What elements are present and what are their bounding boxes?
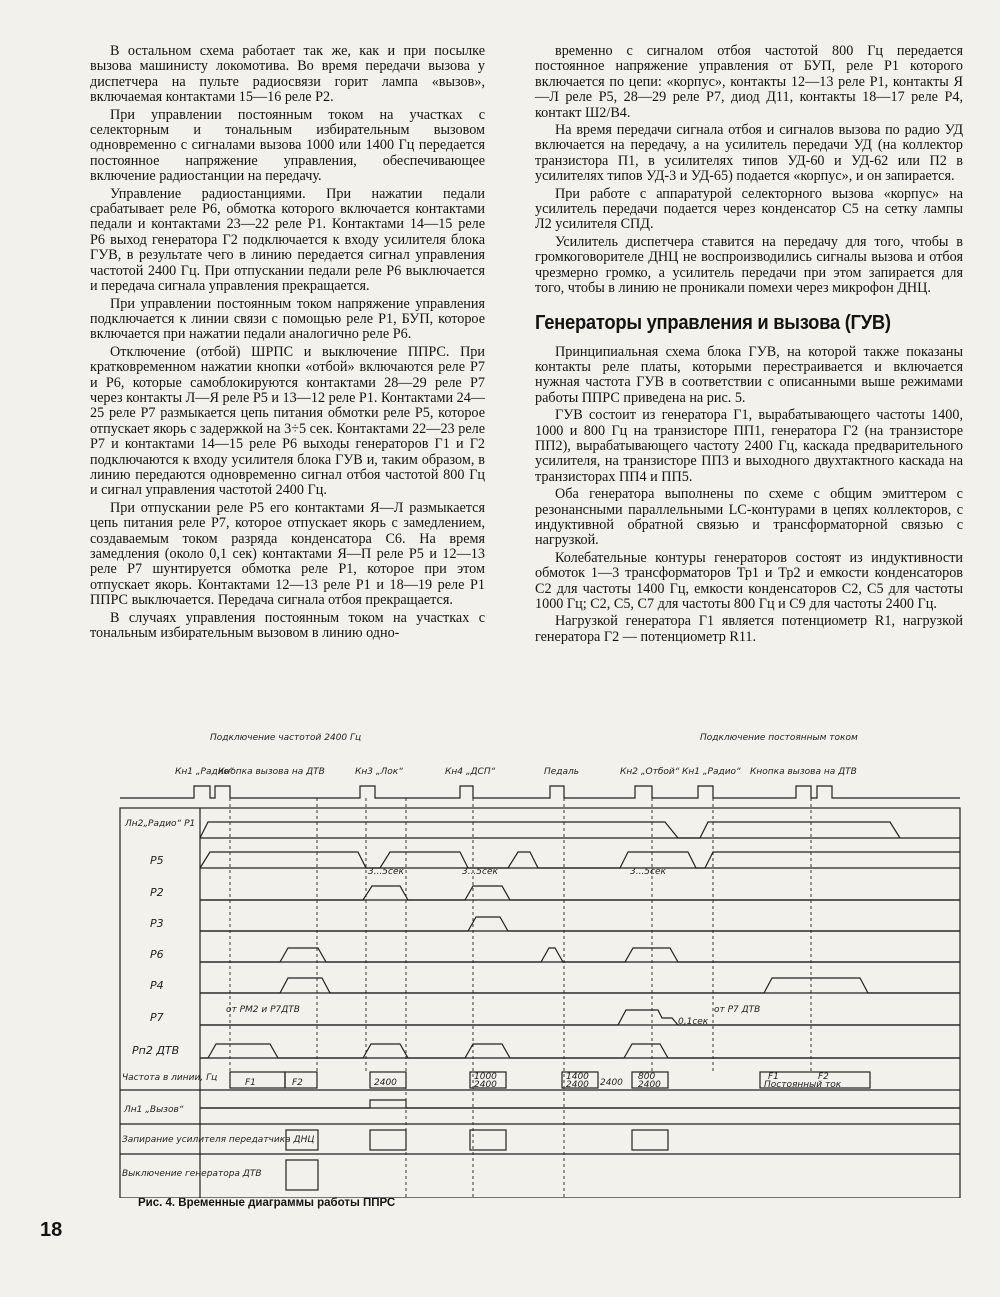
annotation-connect-2400: Подключение частотой 2400 Гц (210, 733, 362, 743)
left-column (90, 44, 485, 643)
paragraph: В остальном схема работает так же, как и при посылке вызова машинисту локомотива. Во время передачи вызова у диспетчера на пульте радиосвязи горит лампа «вызов», включаемая контактами 15—16 реле Р2. (90, 43, 485, 106)
paragraph: ГУВ состоит из генератора Г1, вырабатывающего частоты 1400, 1000 и 800 Гц на транзисторе ПП1, генератора Г2 (на транзисторе ПП2), вырабатывающего частоту 2400 Гц, каскада предварительного усилителя, на транзисторе ПП3 и выходного двухтактного каскада на транзисторах ПП4 и ПП5. (535, 407, 963, 485)
paragraph: При отпускании реле Р5 его контактами Я—Л размыкается цепь питания реле Р7, которое отпускает якорь с замедлением, создаваемым током разряда конденсатора С6. На время замедления (около 0,1 сек) контактами Я—П реле Р5 и 12—13 реле Р7 шунтируется обмотка реле Р1, которое при этом отпускает якорь. Контактами 12—13 реле Р1 и 18—19 реле Р1 ППРС выключается. Передача сигнала отбоя прекращается. (90, 499, 485, 609)
freq-label: 1000 (474, 1072, 497, 1082)
freq-label: F2 (292, 1078, 303, 1088)
row-label-p5: Р5 (150, 854, 164, 867)
paragraph: Управление радиостанциями. При нажатии педали срабатывает реле Р6, обмотка которого включается контактами педали и контактами 23—22 реле Р1. Контактами 14—15 реле Р6 выход генератора Г2 подключается к входу усилителя блока ГУВ, в результате чего в линию передается сигнал управления частотой 2400 Гц. При отпускании педали реле Р6 выключается и передача сигнала управления прекращается. (90, 185, 485, 295)
freq-label: 2400 (600, 1078, 623, 1088)
paragraph: На время передачи сигнала отбоя и сигналов вызова по радио УД включается на передачу, а на усилитель передачи УД (на коллектор транзистора П1, в усилителях типов УД-60 и УД-62 или П2 в усилителях типов УД-3 и УД-65) подается «корпус», и он запирается. (535, 122, 963, 185)
freq-label: F1 (245, 1078, 256, 1088)
row-label-p2: Р2 (150, 886, 164, 899)
button-label-otboy: Кн2 „Отбой“ (620, 767, 680, 777)
row-label-freq: Частота в линии, Гц (122, 1073, 218, 1083)
row-label-ln1: Лн1 „Вызов“ (124, 1105, 184, 1115)
freq-label: 1400 (566, 1072, 589, 1082)
paragraph: Принципиальная схема блока ГУВ, на которой также показаны контакты реле платы, которыми перестраивается и включается нужная частота ГУВ в соответствии с описанными выше режимами работы ППРС приведена на рис. 5. (535, 343, 963, 406)
annotation-delay-2: 3...5сек (462, 867, 498, 877)
button-label-radio-1: Кн1 „Радио“ (175, 767, 234, 777)
row-label-p4: Р4 (150, 979, 164, 992)
paragraph: Нагрузкой генератора Г1 является потенциометр R1, нагрузкой генератора Г2 — потенциометр R11. (535, 613, 963, 645)
button-label-dtv-call-1: Кнопка вызова на ДТВ (218, 767, 325, 777)
annotation-delay-3: 3...5сек (630, 867, 666, 877)
paragraph: При управлении постоянным током на участках с селекторным и тональным избирательным вызовом одновременно с сигналами вызова 1000 или 1400 Гц передается постоянное напряжение управления, обеспечивающее включение радиостанции на передачу. (90, 106, 485, 185)
annotation-delay-1: 3...5сек (368, 867, 404, 877)
button-label-lok: Кн3 „Лок“ (355, 767, 403, 777)
paragraph: Колебательные контуры генераторов состоят из индуктивности обмоток 1—3 трансформаторов Тр1 и Тр2 и емкости конденсаторов С2 для частоты 1400 Гц, емкости конденсаторов С2, С5 для частоты 1000 Гц; С2, С5, С7 для частоты 800 Гц и С9 для частоты 2400 Гц. (535, 549, 963, 612)
row-label-gen-off: Выключение генератора ДТВ (122, 1169, 262, 1179)
freq-label: 2400 (474, 1080, 497, 1090)
paragraph: При управлении постоянным током напряжение управления подключается к линии связи с помощью реле Р1, БУП, которое включается при нажатии педали аналогично реле Р6. (90, 295, 485, 343)
row-label-p1: Лн2„Радио“ Р1 (125, 819, 196, 829)
freq-label: 2400 (638, 1080, 661, 1090)
row-label-block: Запирание усилителя передатчика ДНЦ (122, 1135, 315, 1145)
timing-diagram-svg (100, 728, 980, 1198)
timing-diagram (100, 728, 980, 1198)
paragraph: временно с сигналом отбоя частотой 800 Гц передается постоянное напряжение управления от БУП, реле Р1 которого включается по цепи: «корпус», контакты 12—13 реле Р1, контакты Я—Л реле Р5, 28—29 реле Р7, диод Д11, контакты 18—17 реле Р4, контакт Ш2/В4. (535, 43, 963, 121)
page-number: 18 (40, 1219, 63, 1241)
freq-label: 800 (638, 1072, 656, 1082)
row-label-pp2: Рп2 ДТВ (132, 1044, 180, 1057)
paragraph: Усилитель диспетчера ставится на передачу для того, чтобы в громкоговорителе ДНЦ не воспроизводились сигналы вызова и отбоя чрезмерно громко, а усилитель передачи при этом запирается для того, чтобы в линию не проникали помехи через микрофон ДНЦ. (535, 233, 963, 297)
right-column (535, 44, 963, 647)
paragraph: При работе с аппаратурой селекторного вызова «корпус» на усилитель передачи подается через конденсатор С5 на сетку лампы Л2 усилителя СПД. (535, 185, 963, 233)
row-label-p7: Р7 (150, 1011, 164, 1024)
freq-label: 2400 (566, 1080, 589, 1090)
row-label-p3: Р3 (150, 917, 164, 930)
button-label-pedal: Педаль (544, 767, 580, 777)
annotation-connect-dc: Подключение постоянным током (700, 733, 858, 743)
freq-label: F1 (768, 1072, 779, 1082)
button-label-radio-2: Кн1 „Радио“ (682, 767, 741, 777)
annotation-from-pm2: от РМ2 и Р7ДТВ (226, 1005, 300, 1015)
figure-caption: Рис. 4. Временные диаграммы работы ППРС (138, 1197, 396, 1209)
section-heading: Генераторы управления и вызова (ГУВ) (535, 311, 891, 334)
annotation-from-p7: от Р7 ДТВ (714, 1005, 761, 1015)
button-label-dsp: Кн4 „ДСП“ (445, 767, 496, 777)
annotation-delay-01: 0,1сек (678, 1017, 709, 1027)
freq-label: Постоянный ток (764, 1080, 842, 1090)
freq-label: 2400 (374, 1078, 397, 1088)
paragraph: Отключение (отбой) ШРПС и выключение ППРС. При кратковременном нажатии кнопки «отбой» включаются реле Р7 и Р6, которые самоблокируются контактами 28—29 реле Р7 через контакты Л—Я реле Р5 и 13—12 реле Р1. Контактами 24—25 реле Р7 размыкается цепь питания обмотки реле Р5, которое отпускает якорь с задержкой на 3÷5 сек. Контактами 22—23 реле Р7 и контактами 14—15 реле Р6 выходы генераторов Г1 и Г2 подключаются к входу усилителя блока ГУВ и, таким образом, в линию передаются одновременно сигнал отбоя частотой 800 Гц и сигнал управления частотой 2400 Гц. (90, 343, 485, 499)
freq-label: F2 (818, 1072, 829, 1082)
paragraph: Оба генератора выполнены по схеме с общим эмиттером с резонансными параллельными LC-контурами в цепях коллекторов, с индуктивной обратной связью и трансформаторной связью с нагрузкой. (535, 486, 963, 549)
row-label-p6: Р6 (150, 948, 164, 961)
paragraph: В случаях управления постоянным током на участках с тональным избирательным вызовом в линию одно- (90, 609, 485, 642)
button-label-dtv-call-2: Кнопка вызова на ДТВ (750, 767, 857, 777)
